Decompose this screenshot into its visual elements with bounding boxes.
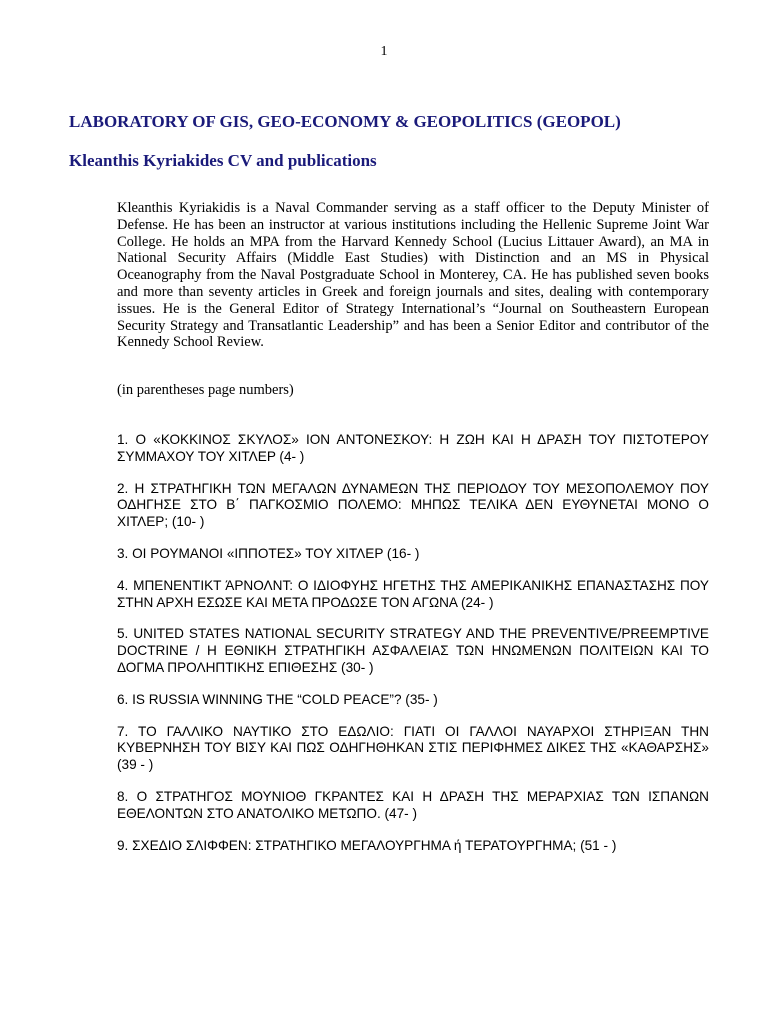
cv-title: Kleanthis Kyriakides CV and publications xyxy=(69,151,377,170)
publication-list xyxy=(117,432,709,869)
publication-item: 8. Ο ΣΤΡΑΤΗΓΟΣ ΜΟΥΝΙΟΘ ΓΚΡΑΝΤΕΣ ΚΑΙ Η ΔΡΑΣΗ ΤΗΣ ΜΕΡΑΡΧΙΑΣ ΤΩΝ ΙΣΠΑΝΩΝ ΕΘΕΛΟΝΤΩΝ ΣΤΟ ΑΝΑΤΟΛΙΚΟ ΜΕΤΩΠΟ. (47- ) xyxy=(117,788,709,821)
publication-item: 4. ΜΠΕΝΕΝΤΙΚΤ ΆΡΝΟΛΝΤ: Ο ΙΔΙΟΦΥΗΣ ΗΓΕΤΗΣ ΤΗΣ ΑΜΕΡΙΚΑΝΙΚΗΣ ΕΠΑΝΑΣΤΑΣΗΣ ΠΟΥ ΣΤΗΝ ΑΡΧΗ ΕΣΩΣΕ ΚΑΙ ΜΕΤΑ ΠΡΟΔΩΣΕ ΤΟΝ ΑΓΩΝΑ (24- ) xyxy=(117,577,709,610)
publication-item: 2. Η ΣΤΡΑΤΗΓΙΚΗ ΤΩΝ ΜΕΓΑΛΩΝ ΔΥΝΑΜΕΩΝ ΤΗΣ ΠΕΡΙΟΔΟΥ ΤΟΥ ΜΕΣΟΠΟΛΕΜΟΥ ΠΟΥ ΟΔΗΓΗΣΕ ΣΤΟ Β΄ ΠΑΓΚΟΣΜΙΟ ΠΟΛΕΜΟ: ΜΗΠΩΣ ΤΕΛΙΚΑ ΔΕΝ ΕΥΘΥΝΕΤΑΙ ΜΟΝΟ Ο ΧΙΤΛΕΡ; (10- ) xyxy=(117,480,709,530)
publication-item: 3. ΟΙ ΡΟΥΜΑΝΟΙ «ΙΠΠΟΤΕΣ» ΤΟΥ ΧΙΤΛΕΡ (16- ) xyxy=(117,545,420,561)
publication-item: 1. Ο «ΚΟΚΚΙΝΟΣ ΣΚΥΛΟΣ» ΙΟΝ ΑΝΤΟΝΕΣΚΟΥ: Η ΖΩΗ ΚΑΙ Η ΔΡΑΣΗ ΤΟΥ ΠΙΣΤΟΤΕΡΟΥ ΣΥΜΜΑΧΟΥ ΤΟΥ ΧΙΤΛΕΡ (4- ) xyxy=(117,432,709,464)
lab-title: LABORATORY OF GIS, GEO-ECONOMY & GEOPOLITICS (GEOPOL) xyxy=(69,112,621,131)
publication-item: 5. UNITED STATES NATIONAL SECURITY STRATEGY AND THE PREVENTIVE/PREEMPTIVE DOCTRINE / Η ΕΘΝΙΚΗ ΣΤΡΑΤΗΓΙΚΗ ΑΣΦΑΛΕΙΑΣ ΤΩΝ ΗΝΩΜΕΝΩΝ ΠΟΛΙΤΕΙΩΝ ΚΑΙ ΤΟ ΔΟΓΜΑ ΠΡΟΛΗΠΤΙΚΗΣ ΕΠΙΘΕΣΗΣ (30- ) xyxy=(117,626,709,675)
publication-item: 7. ΤΟ ΓΑΛΛΙΚΟ ΝΑΥΤΙΚΟ ΣΤΟ ΕΔΩΛΙΟ: ΓΙΑΤΙ ΟΙ ΓΑΛΛΟΙ ΝΑΥΑΡΧΟΙ ΣΤΗΡΙΞΑΝ ΤΗΝ ΚΥΒΕΡΝΗΣΗ ΤΟΥ ΒΙΣΥ ΚΑΙ ΠΩΣ ΟΔΗΓΗΘΗΚΑΝ ΣΤΙΣ ΠΕΡΙΦΗΜΕΣ ΔΙΚΕΣ ΤΗΣ «ΚΑΘΑΡΣΗΣ» (39 - ) xyxy=(117,723,709,773)
bio-paragraph: Kleanthis Kyriakidis is a Naval Commander serving as a staff officer to the Deputy Minister of Defense. He has been an instructor at various institutions including the Hellenic Supreme Joint War College. He holds an MPA from the Harvard Kennedy School (Lucius Littauer Award), an MA in National Security Affairs (Middle East Studies) with Distinction and an MS in Physical Oceanography from the Naval Postgraduate School in Monterey, CA. He has published seven books and more than seventy articles in Greek and foreign journals and sites, dealing with contemporary issues. He is the General Editor of Strategy International’s “Journal on Southeastern European Security Strategy and Transatlantic Leadership” and has been a Senior Editor and contributor of the Kennedy School Review. xyxy=(117,200,709,351)
page-numbers-note: (in parentheses page numbers) xyxy=(117,382,294,398)
page-number: 1 xyxy=(380,44,388,59)
publication-item: 9. ΣΧΕΔΙΟ ΣΛΙΦΦΕΝ: ΣΤΡΑΤΗΓΙΚΟ ΜΕΓΑΛΟΥΡΓΗΜΑ ή ΤΕΡΑΤΟΥΡΓΗΜΑ; (51 - ) xyxy=(117,837,617,853)
publication-item: 6. IS RUSSIA WINNING THE “COLD PEACE”? (35- ) xyxy=(117,691,438,707)
